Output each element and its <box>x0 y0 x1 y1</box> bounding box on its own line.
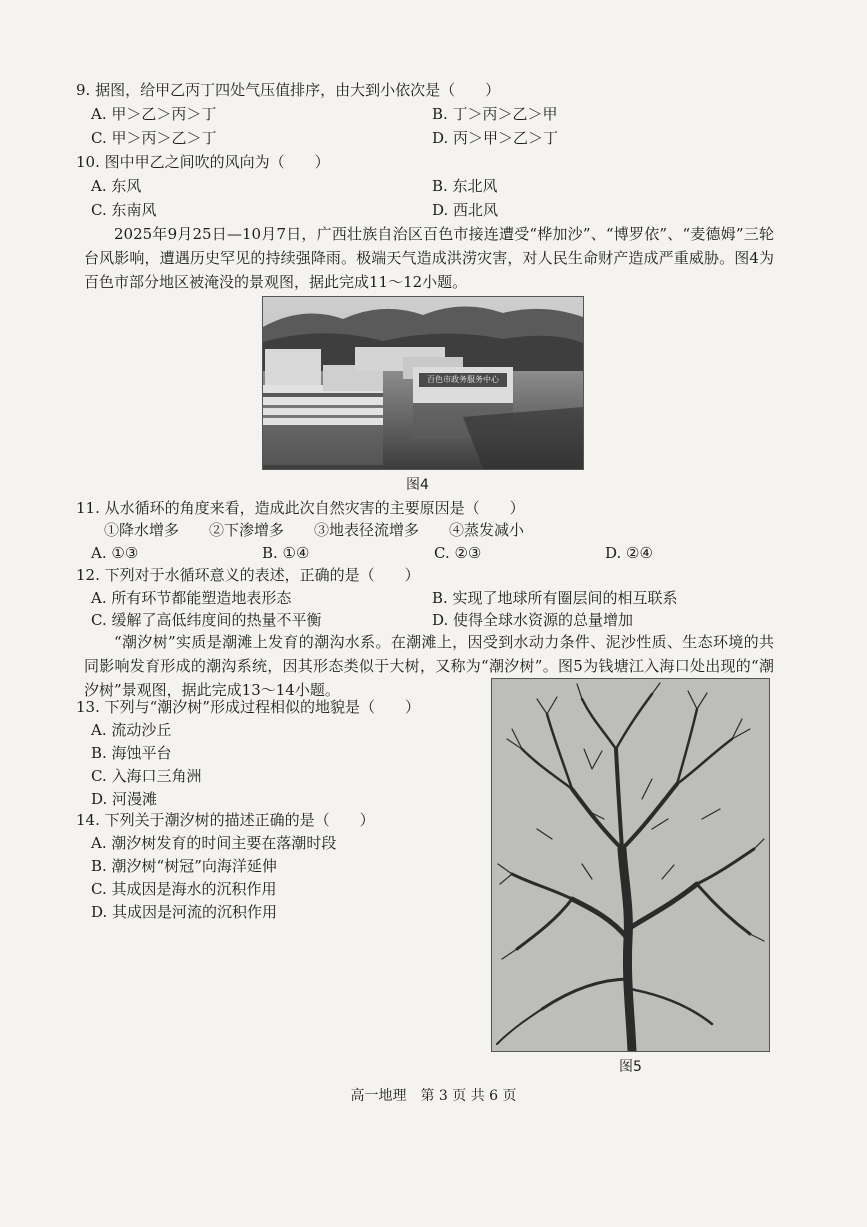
q13-option-b: B. 海蚀平台 <box>91 744 172 762</box>
q10-option-c: C. 东南风 <box>91 201 157 219</box>
q14-stem: 14. 下列关于潮汐树的描述正确的是（ ） <box>76 811 375 829</box>
q12-option-c: C. 缓解了高低纬度间的热量不平衡 <box>91 611 322 629</box>
q12-option-d: D. 使得全球水资源的总量增加 <box>432 611 634 629</box>
building-sign-text: 百色市政务服务中心 <box>427 375 499 384</box>
q11-option-a: A. ①③ <box>91 544 139 562</box>
q14-option-c: C. 其成因是海水的沉积作用 <box>91 880 277 898</box>
q9-stem: 9. 据图，给甲乙丙丁四处气压值排序，由大到小依次是（ ） <box>76 81 501 99</box>
q11-stem: 11. 从水循环的角度来看，造成此次自然灾害的主要原因是（ ） <box>76 499 525 517</box>
figure-5-caption: 图5 <box>619 1059 642 1075</box>
tidal-tree-illustration <box>492 679 769 1051</box>
figure-5-tidal-tree-photo <box>491 678 770 1052</box>
q9-option-b: B. 丁＞丙＞乙＞甲 <box>432 105 558 123</box>
q10-option-a: A. 东风 <box>91 177 142 195</box>
q11-option-b: B. ①④ <box>262 544 310 562</box>
figure-4-flood-photo <box>262 296 584 470</box>
q13-stem: 13. 下列与“潮汐树”形成过程相似的地貌是（ ） <box>76 698 420 716</box>
q12-stem: 12. 下列对于水循环意义的表述，正确的是（ ） <box>76 566 420 584</box>
q13-option-c: C. 入海口三角洲 <box>91 767 202 785</box>
q14-option-b: B. 潮汐树“树冠”向海洋延伸 <box>91 857 277 875</box>
q14-option-d: D. 其成因是河流的沉积作用 <box>91 903 278 921</box>
q14-option-a: A. 潮汐树发育的时间主要在落潮时段 <box>91 834 337 852</box>
q9-option-a: A. 甲＞乙＞丙＞丁 <box>91 105 217 123</box>
q10-stem: 10. 图中甲乙之间吹的风向为（ ） <box>76 153 330 171</box>
q12-option-b: B. 实现了地球所有圈层间的相互联系 <box>432 589 678 607</box>
q11-option-d: D. ②④ <box>605 544 653 562</box>
q13-option-a: A. 流动沙丘 <box>91 721 172 739</box>
passage-typhoon: 2025年9月25日—10月7日，广西壮族自治区百色市接连遭受“桦加沙”、“博罗依”、“麦德姆”三轮台风影响，遭遇历史罕见的持续强降雨。极端天气造成洪涝灾害，对人民生命财产造成严重威胁。图4为百色市部分地区被淹没的景观图，据此完成11～12小题。 <box>84 225 774 291</box>
q9-option-d: D. 丙＞甲＞乙＞丁 <box>432 129 559 147</box>
q10-option-d: D. 西北风 <box>432 201 499 219</box>
passage-tidal-tree-text: “潮汐树”实质是潮滩上发育的潮沟水系。在潮滩上，因受到水动力条件、泥沙性质、生态环境的共同影响发育形成的潮沟系统，因其形态类似于大树，又称为“潮汐树”。图5为钱塘江入海口处出现的“潮汐树”景观图，据此完成13～14小题。 <box>84 633 774 699</box>
q11-option-c: C. ②③ <box>434 544 482 562</box>
q12-option-a: A. 所有环节都能塑造地表形态 <box>91 589 292 607</box>
q13-option-d: D. 河漫滩 <box>91 790 158 808</box>
q11-statements: ①降水增多 ②下渗增多 ③地表径流增多 ④蒸发减小 <box>104 521 525 539</box>
q10-option-b: B. 东北风 <box>432 177 498 195</box>
figure-4-caption: 图4 <box>406 477 429 493</box>
page-footer: 高一地理 第 3 页 共 6 页 <box>350 1088 517 1104</box>
q9-option-c: C. 甲＞丙＞乙＞丁 <box>91 129 217 147</box>
